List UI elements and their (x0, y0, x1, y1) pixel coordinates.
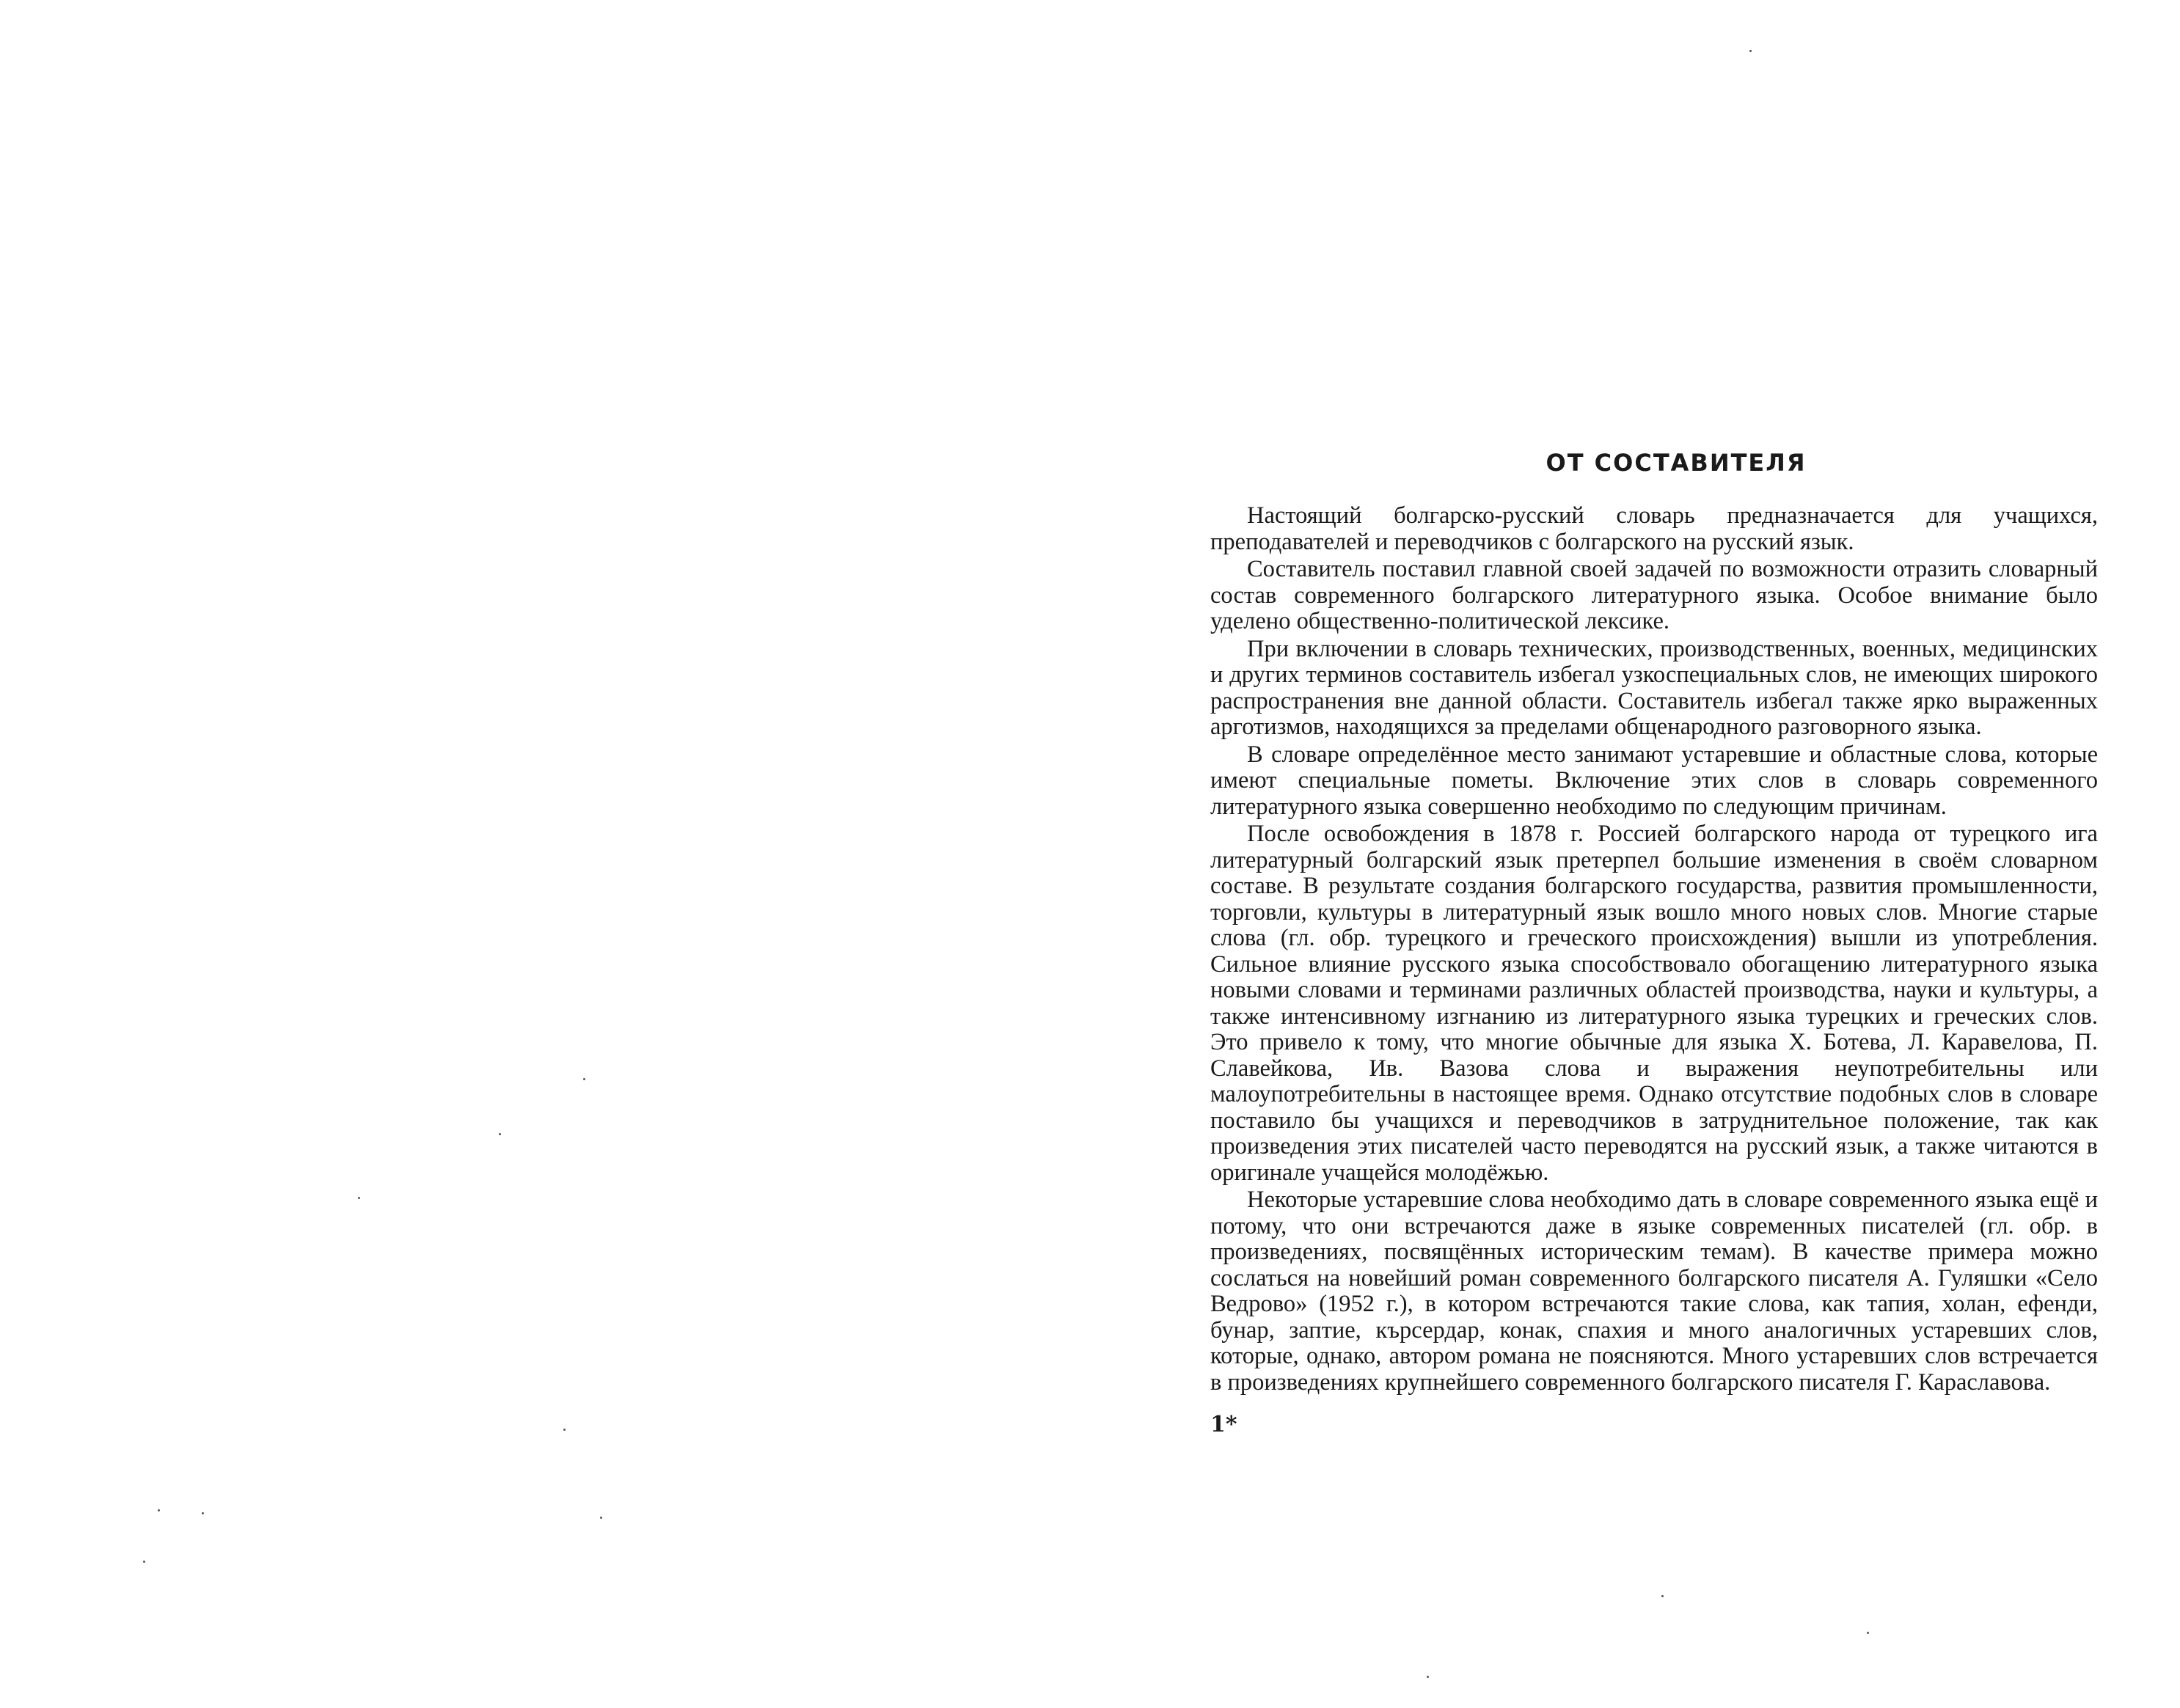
paragraph: В словаре определённое место занимают устаревшие и областные слова, которые имеют специальные пометы. Включение этих слов в словарь современного литературного языка совершенно необходимо по следующим причинам. (1210, 741, 2098, 820)
page-title: ОТ СОСТАВИТЕЛЯ (1546, 449, 1807, 477)
scan-speck (143, 1561, 145, 1563)
scan-speck (202, 1512, 204, 1514)
page-folio: 1* (1210, 1412, 1237, 1437)
scan-speck (499, 1133, 501, 1135)
paragraph: При включении в словарь технических, производственных, военных, медицинских и других терминов составитель избегал узкоспециальных слов, не имеющих широкого распространения вне данной области. Составитель избегал также ярко выраженных арготизмов, находящихся за пределами общенародного разговорного языка. (1210, 635, 2098, 740)
paragraph: Составитель поставил главной своей задачей по возможности отразить словарный состав современного болгарского литературного языка. Особое внимание было уделено общественно-политической лексике. (1210, 556, 2098, 634)
scan-speck (1661, 1595, 1664, 1597)
right-page (1210, 449, 2098, 1437)
scan-speck (1427, 1676, 1429, 1678)
paragraph: Настоящий болгарско-русский словарь предназначается для учащихся, преподавателей и переводчиков с болгарского на русский язык. (1210, 502, 2098, 555)
scan-speck (158, 1509, 160, 1511)
paragraph: После освобождения в 1878 г. Россией болгарского народа от турецкого ига литературный болгарский язык претерпел большие изменения в своём словарном составе. В результате создания болгарского государства, развития промышленности, торговли, культуры в литературный язык вошло много новых слов. Многие старые слова (гл. обр. турецкого и греческого происхождения) вышли из употребления. Сильное влияние русского языка способствовало обогащению литературного языка новыми словами и терминами различных областей производства, науки и культуры, а также интенсивному изгнанию из литературного языка турецких и греческих слов. Это привело к тому, что многие обычные для языка Х. Ботева, Л. Каравелова, П. Славейкова, Ив. Вазова слова и выражения неупотребительны или малоупотребительны в настоящее время. Однако отсутствие подобных слов в словаре поставило бы учащихся и переводчиков в затруднительное положение, так как произведения этих писателей часто переводятся на русский язык, а также читаются в оригинале учащейся молодёжью. (1210, 821, 2098, 1186)
scan-speck (1867, 1632, 1869, 1634)
scan-speck (600, 1517, 602, 1519)
scan-speck (583, 1078, 585, 1080)
scan-speck (563, 1429, 566, 1431)
scan-speck (1749, 50, 1752, 52)
paragraph: Некоторые устаревшие слова необходимо дать в словаре современного языка ещё и потому, что они встречаются даже в языке современных писателей (гл. обр. в произведениях, посвящённых историческим темам). В качестве примера можно сослаться на новейший роман современного болгарского писателя А. Гуляшки «Село Ведрово» (1952 г.), в котором встречаются такие слова, как тапия, холан, ефенди, бунар, заптие, кърсердар, конак, спахия и много аналогичных устаревших слов, которые, однако, автором романа не поясняются. Много устаревших слов встречается в произведениях крупнейшего современного болгарского писателя Г. Караславова. (1210, 1187, 2098, 1396)
scan-speck (358, 1197, 360, 1199)
